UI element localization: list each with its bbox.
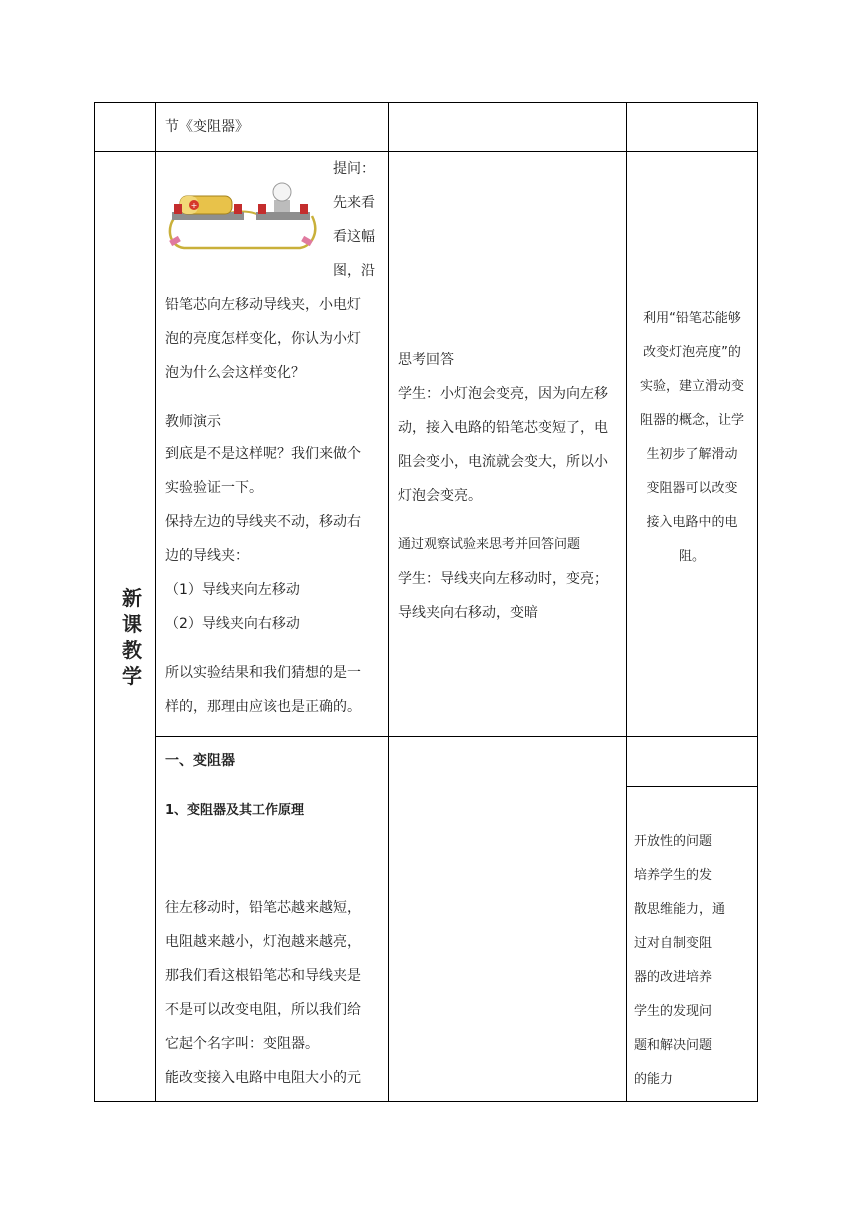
row-divider-2 (155, 736, 758, 737)
question-text-1: 铅笔芯向左移动导线夹，小电灯 (165, 297, 361, 313)
student-text-5: 灯泡会变亮。 (398, 488, 482, 504)
lesson-title-fragment: 节《变阻器》 (165, 119, 249, 135)
intent-1-line-3: 实验，建立滑动变 (639, 379, 744, 394)
intent-1-line-7: 接入电路中的电 (646, 515, 738, 530)
student-text-8: 导线夹向右移动，变暗 (398, 605, 538, 621)
conclusion-2: 样的，那理由应该也是正确的。 (165, 699, 361, 715)
heading-principle: 1、变阻器及其工作原理 (165, 803, 305, 818)
step-1: （1）导线夹向左移动 (165, 582, 300, 598)
intent-2-line-1: 开放性的问题 (634, 834, 713, 849)
table-border-left (94, 102, 95, 1102)
heading-variable-resistor: 一、变阻器 (165, 753, 235, 769)
demo-text-2: 实验验证一下。 (165, 480, 263, 496)
intent-1-line-1: 利用“铅笔芯能够 (643, 311, 741, 326)
question-text-3: 泡为什么会这样变化？ (165, 365, 305, 381)
question-line-4: 图，沿 (333, 263, 375, 279)
table-border-bottom (94, 1101, 758, 1102)
student-text-4: 阻会变小，电流就会变大，所以小 (398, 454, 608, 470)
intent-2-line-6: 学生的发现问 (634, 1004, 713, 1019)
step-2: （2）导线夹向右移动 (165, 616, 300, 632)
intent-2-line-8: 的能力 (634, 1072, 674, 1087)
question-line-1: 提问： (333, 161, 375, 177)
col4-divider (626, 786, 758, 787)
column-divider-3 (626, 102, 627, 1102)
demo-title: 教师演示 (165, 414, 221, 430)
column-divider-2 (388, 102, 389, 1102)
table-border-top (94, 102, 758, 103)
demo-text-3: 保持左边的导线夹不动，移动右 (165, 514, 361, 530)
intent-2-line-3: 散思维能力，通 (634, 902, 726, 917)
intent-1-line-6: 变阻器可以改变 (646, 481, 738, 496)
question-text-2: 泡的亮度怎样变化，你认为小灯 (165, 331, 361, 347)
circuit-illustration (162, 176, 322, 260)
intent-2-line-2: 培养学生的发 (634, 868, 713, 883)
intent-1-line-5: 生初步了解滑动 (646, 447, 738, 462)
row2-text-1: 往左移动时，铅笔芯越来越短， (165, 900, 361, 916)
intent-2-line-7: 题和解决问题 (634, 1038, 713, 1053)
column-divider-1 (155, 102, 156, 1102)
intent-1-line-4: 阻器的概念，让学 (639, 413, 744, 428)
row-divider-1 (94, 151, 758, 152)
section-label: 新课教学 (122, 586, 142, 688)
row2-text-6: 能改变接入电路中电阻大小的元 (165, 1070, 361, 1086)
student-text-6: 通过观察试验来思考并回答问题 (398, 537, 581, 552)
intent-2-line-4: 过对自制变阻 (634, 936, 713, 951)
demo-text-4: 边的导线夹： (165, 548, 249, 564)
svg-text:+: + (190, 201, 198, 210)
row2-text-4: 不是可以改变电阻，所以我们给 (165, 1002, 361, 1018)
intent-1-line-8: 阻。 (678, 549, 705, 564)
intent-1-line-2: 改变灯泡亮度”的 (643, 345, 741, 360)
row2-text-2: 电阻越来越小，灯泡越来越亮， (165, 934, 361, 950)
conclusion-1: 所以实验结果和我们猜想的是一 (165, 665, 361, 681)
row2-text-5: 它起个名字叫：变阻器。 (165, 1036, 319, 1052)
question-line-3: 看这幅 (333, 229, 375, 245)
intent-2-line-5: 器的改进培养 (634, 970, 713, 985)
demo-text-1: 到底是不是这样呢？我们来做个 (165, 446, 361, 462)
student-text-3: 动，接入电路的铅笔芯变短了，电 (398, 420, 608, 436)
student-text-2: 学生：小灯泡会变亮，因为向左移 (398, 386, 608, 402)
student-text-1: 思考回答 (398, 352, 454, 368)
student-text-7: 学生：导线夹向左移动时，变亮； (398, 571, 608, 587)
row2-text-3: 那我们看这根铅笔芯和导线夹是 (165, 968, 361, 984)
question-line-2: 先来看 (333, 195, 375, 211)
